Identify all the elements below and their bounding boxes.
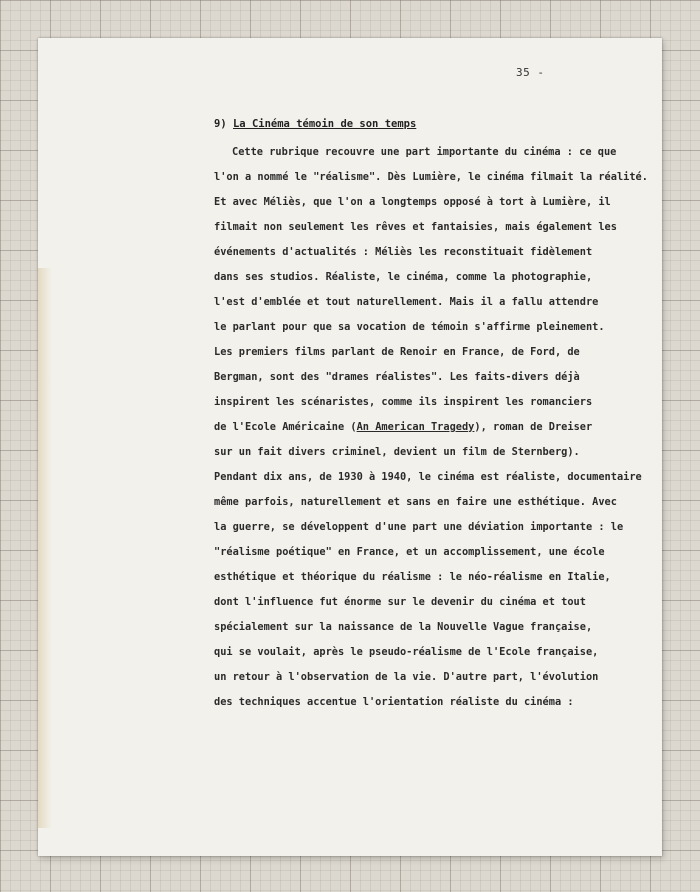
text-line: dans ses studios. Réaliste, le cinéma, comme la photographie, (214, 271, 593, 283)
text-fragment: de l'Ecole Américaine ( (214, 421, 357, 433)
text-line: Et avec Méliès, que l'on a longtemps opposé à tort à Lumière, il (214, 196, 611, 208)
text-line: sur un fait divers criminel, devient un film de Sternberg). (214, 446, 580, 458)
text-line: filmait non seulement les rêves et fantaisies, mais également les (214, 221, 617, 233)
text-fragment: ), roman de Dreiser (474, 421, 593, 433)
text-line: la guerre, se développent d'une part une déviation importante : le (214, 521, 624, 533)
page-number: 35 - (516, 66, 545, 79)
text-line: Bergman, sont des "drames réalistes". Les faits-divers déjà (214, 371, 580, 383)
book-title: An American Tragedy (356, 421, 475, 433)
text-line: l'est d'emblée et tout naturellement. Mais il a fallu attendre (214, 296, 599, 308)
text-line: "réalisme poétique" en France, et un accomplissement, une école (214, 546, 605, 558)
paper-stain (38, 268, 52, 828)
text-line: dont l'influence fut énorme sur le devenir du cinéma et tout (214, 596, 586, 608)
text-line: Cette rubrique recouvre une part importante du cinéma : ce que (232, 146, 617, 158)
section-number: 9) (214, 118, 227, 130)
body-text (214, 140, 648, 715)
text-line: même parfois, naturellement et sans en faire une esthétique. Avec (214, 496, 617, 508)
text-line: Pendant dix ans, de 1930 à 1940, le cinéma est réaliste, documentaire (214, 471, 642, 483)
text-line: spécialement sur la naissance de la Nouvelle Vague française, (214, 621, 593, 633)
text-line: le parlant pour que sa vocation de témoin s'affirme pleinement. (214, 321, 605, 333)
section-heading (214, 118, 416, 130)
text-line: un retour à l'observation de la vie. D'autre part, l'évolution (214, 671, 599, 683)
text-line: qui se voulait, après le pseudo-réalisme de l'Ecole française, (214, 646, 599, 658)
text-line: des techniques accentue l'orientation réaliste du cinéma : (214, 696, 574, 708)
text-line: l'on a nommé le "réalisme". Dès Lumière, le cinéma filmait la réalité. (214, 171, 648, 183)
text-line: inspirent les scénaristes, comme ils inspirent les romanciers (214, 396, 593, 408)
text-line-with-title (214, 415, 644, 440)
paper-sheet (38, 38, 662, 856)
section-title: La Cinéma témoin de son temps (232, 118, 417, 130)
text-line: événements d'actualités : Méliès les reconstituait fidèlement (214, 246, 593, 258)
text-line: esthétique et théorique du réalisme : le néo-réalisme en Italie, (214, 571, 611, 583)
text-line: Les premiers films parlant de Renoir en France, de Ford, de (214, 346, 580, 358)
